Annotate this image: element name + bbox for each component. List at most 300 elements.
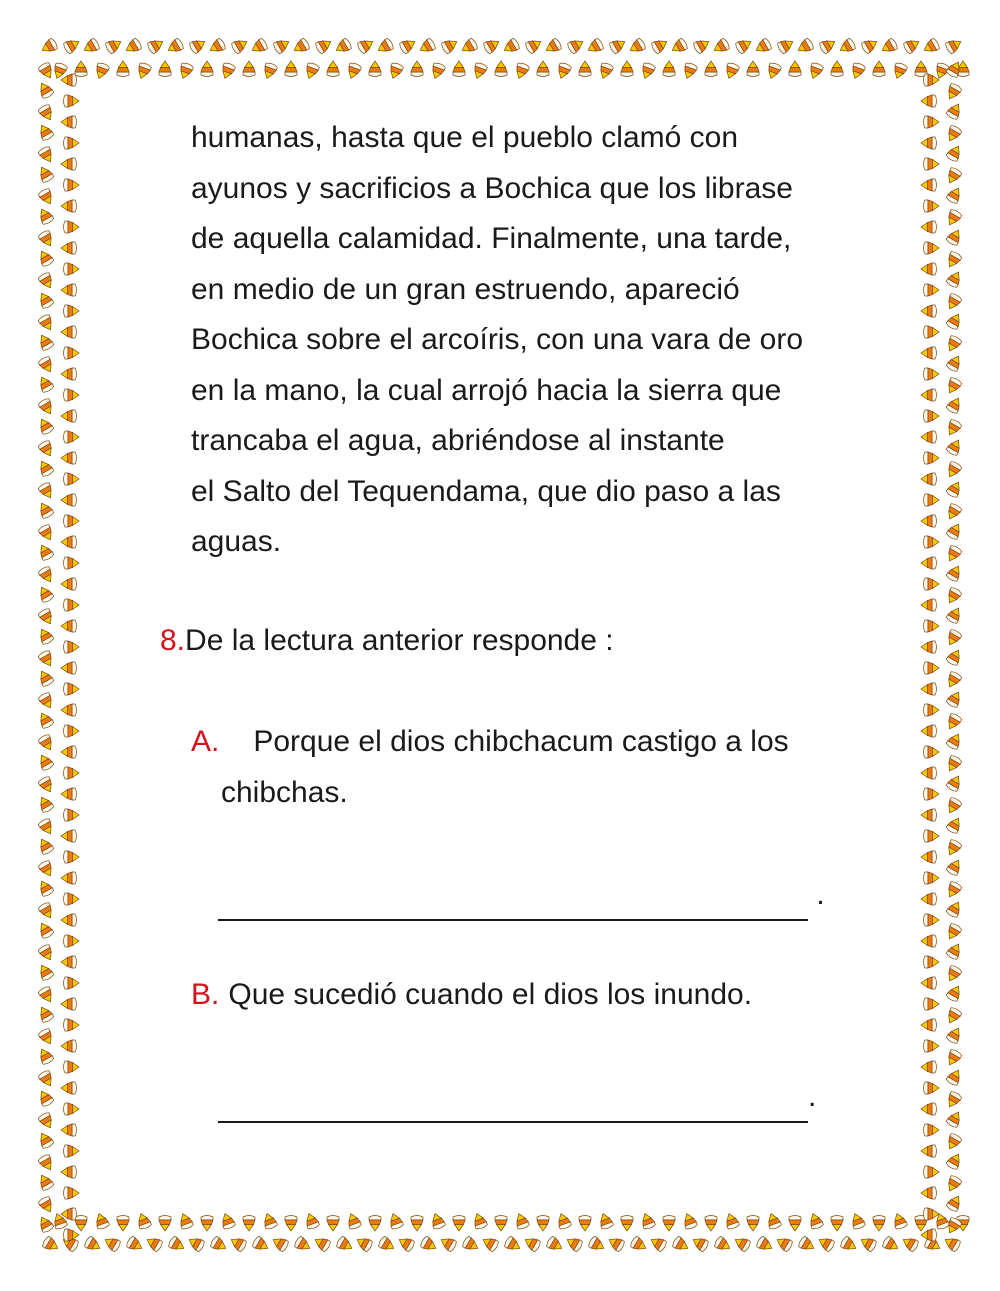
candy-corn-icon: [946, 605, 964, 624]
candy-corn-icon: [64, 431, 80, 443]
answer-a: [218, 870, 825, 921]
reading-line: humanas, hasta que el pueblo clamó con: [191, 121, 739, 154]
candy-corn-icon: [61, 578, 77, 590]
candy-corn-icon: [38, 397, 56, 416]
candy-corn-icon: [144, 1234, 163, 1252]
candy-corn-icon: [135, 62, 152, 81]
candy-corn-icon: [61, 494, 77, 506]
candy-corn-icon: [64, 1061, 80, 1073]
candy-corn-icon: [924, 872, 940, 884]
candy-corn-icon: [924, 1082, 940, 1094]
reading-line: trancaba el agua, abriéndose al instante: [191, 424, 725, 457]
candy-corn-icon: [64, 1145, 80, 1157]
candy-corn-icon: [36, 332, 54, 351]
candy-corn-icon: [36, 1046, 54, 1065]
candy-corn-icon: [36, 836, 54, 855]
candy-corn-icon: [711, 38, 730, 56]
candy-corn-icon: [64, 473, 80, 485]
candy-corn-icon: [38, 1069, 56, 1088]
candy-corn-icon: [663, 61, 675, 77]
candy-corn-icon: [891, 1211, 908, 1230]
candy-corn-icon: [597, 1211, 614, 1230]
candy-corn-icon: [946, 899, 964, 918]
candy-corn-icon: [946, 395, 964, 414]
candy-corn-icon: [61, 1124, 77, 1136]
candy-corn-icon: [480, 1234, 499, 1252]
candy-corn-icon: [924, 578, 940, 590]
candy-corn-icon: [734, 36, 753, 54]
candy-corn-icon: [36, 878, 54, 897]
answer-end-mark: .: [808, 878, 825, 911]
candy-corn-icon: [921, 305, 937, 317]
candy-corn-icon: [537, 1216, 549, 1232]
candy-corn-icon: [946, 1193, 964, 1212]
candy-corn-icon: [438, 1234, 457, 1252]
candy-corn-icon: [944, 628, 962, 647]
candy-corn-icon: [135, 1211, 152, 1230]
candy-corn-icon: [774, 1234, 793, 1252]
candy-corn-icon: [36, 542, 54, 561]
candy-corn-icon: [38, 145, 56, 164]
candy-corn-icon: [61, 410, 77, 422]
candy-corn-icon: [64, 725, 80, 737]
candy-corn-icon: [61, 326, 77, 338]
candy-corn-icon: [543, 38, 562, 56]
candy-corn-icon: [944, 1090, 962, 1109]
candy-corn-icon: [83, 1236, 102, 1254]
candy-corn-icon: [291, 38, 310, 56]
candy-corn-icon: [219, 62, 236, 81]
candy-corn-icon: [36, 80, 54, 99]
candy-corn-icon: [946, 983, 964, 1002]
candy-corn-icon: [36, 500, 54, 519]
candy-corn-icon: [627, 38, 646, 56]
candy-corn-icon: [36, 962, 54, 981]
candy-corn-icon: [944, 334, 962, 353]
question-a: [191, 717, 789, 818]
candy-corn-icon: [924, 1208, 940, 1220]
candy-corn-icon: [64, 977, 80, 989]
candy-corn-icon: [860, 36, 879, 54]
candy-corn-icon: [36, 626, 54, 645]
candy-corn-icon: [270, 1234, 289, 1252]
candy-corn-icon: [501, 38, 520, 56]
candy-corn-icon: [38, 1027, 56, 1046]
candy-corn-icon: [946, 227, 964, 246]
candy-corn-icon: [606, 1234, 625, 1252]
candy-corn-icon: [61, 200, 77, 212]
candy-corn-icon: [789, 61, 801, 77]
candy-corn-icon: [36, 416, 54, 435]
answer-b-input[interactable]: [218, 1081, 808, 1123]
candy-corn-icon: [64, 179, 80, 191]
candy-corn-icon: [117, 61, 129, 77]
candy-corn-icon: [38, 733, 56, 752]
candy-corn-icon: [621, 1216, 633, 1232]
candy-corn-icon: [753, 38, 772, 56]
candy-corn-icon: [713, 1236, 732, 1254]
candy-corn-icon: [314, 36, 333, 54]
candy-corn-icon: [921, 473, 937, 485]
candy-corn-icon: [38, 187, 56, 206]
candy-corn-icon: [921, 725, 937, 737]
candy-corn-icon: [61, 662, 77, 674]
candy-corn-icon: [921, 851, 937, 863]
candy-corn-icon: [201, 61, 213, 77]
candy-corn-icon: [921, 179, 937, 191]
candy-corn-icon: [64, 347, 80, 359]
candy-corn-icon: [38, 859, 56, 878]
candy-corn-icon: [261, 1211, 278, 1230]
candy-corn-icon: [61, 620, 77, 632]
candy-corn-icon: [125, 1236, 144, 1254]
candy-corn-icon: [537, 61, 549, 77]
candy-corn-icon: [387, 1211, 404, 1230]
candy-corn-icon: [75, 1216, 87, 1232]
candy-corn-icon: [924, 704, 940, 716]
candy-corn-icon: [587, 1236, 606, 1254]
candy-corn-icon: [36, 1004, 54, 1023]
candy-corn-icon: [747, 1216, 759, 1232]
candy-corn-icon: [471, 1211, 488, 1230]
candy-corn-icon: [924, 74, 940, 86]
candy-corn-icon: [513, 1211, 530, 1230]
candy-corn-icon: [61, 452, 77, 464]
candy-corn-icon: [924, 662, 940, 674]
candy-corn-icon: [38, 103, 56, 122]
candy-corn-icon: [765, 1211, 782, 1230]
candy-corn-icon: [36, 668, 54, 687]
candy-corn-icon: [64, 557, 80, 569]
candy-corn-icon: [924, 284, 940, 296]
candy-corn-icon: [765, 62, 782, 81]
candy-corn-icon: [944, 670, 962, 689]
candy-corn-icon: [944, 166, 962, 185]
candy-corn-icon: [858, 1234, 877, 1252]
answer-a-input[interactable]: [218, 879, 808, 921]
candy-corn-icon: [944, 964, 962, 983]
candy-corn-icon: [839, 1236, 858, 1254]
candy-corn-icon: [944, 208, 962, 227]
candy-corn-icon: [411, 1216, 423, 1232]
candy-corn-icon: [921, 431, 937, 443]
candy-corn-icon: [471, 62, 488, 81]
candy-corn-icon: [946, 1109, 964, 1128]
candy-corn-icon: [453, 1216, 465, 1232]
candy-corn-icon: [61, 872, 77, 884]
candy-corn-icon: [807, 62, 824, 81]
candy-corn-icon: [38, 817, 56, 836]
candy-corn-icon: [944, 1048, 962, 1067]
candy-corn-icon: [921, 221, 937, 233]
candy-corn-icon: [944, 880, 962, 899]
candy-corn-icon: [946, 353, 964, 372]
candy-corn-icon: [61, 1082, 77, 1094]
candy-corn-icon: [873, 61, 885, 77]
candy-corn-icon: [944, 712, 962, 731]
candy-corn-icon: [64, 389, 80, 401]
reading-line: en medio de un gran estruendo, apareció: [191, 272, 740, 306]
candy-corn-icon: [61, 998, 77, 1010]
candy-corn-icon: [61, 1040, 77, 1052]
candy-corn-icon: [944, 82, 962, 101]
candy-corn-icon: [64, 95, 80, 107]
candy-corn-icon: [38, 985, 56, 1004]
candy-corn-icon: [522, 1234, 541, 1252]
candy-corn-icon: [944, 502, 962, 521]
candy-corn-icon: [64, 641, 80, 653]
candy-corn-icon: [39, 38, 58, 56]
candy-corn-icon: [369, 1216, 381, 1232]
candy-corn-icon: [333, 38, 352, 56]
candy-corn-icon: [921, 1019, 937, 1031]
candy-corn-icon: [921, 641, 937, 653]
candy-corn-icon: [38, 649, 56, 668]
candy-corn-icon: [681, 62, 698, 81]
candy-corn-icon: [921, 1187, 937, 1199]
candy-corn-icon: [555, 62, 572, 81]
candy-corn-icon: [692, 36, 711, 54]
candy-corn-icon: [64, 1229, 80, 1241]
candy-corn-icon: [93, 1211, 110, 1230]
candy-corn-icon: [944, 1006, 962, 1025]
candy-corn-icon: [61, 914, 77, 926]
candy-corn-icon: [818, 36, 837, 54]
candy-corn-icon: [293, 1236, 312, 1254]
candy-corn-icon: [723, 1211, 740, 1230]
candy-corn-icon: [566, 36, 585, 54]
candy-corn-icon: [167, 1236, 186, 1254]
reading-line: el Salto del Tequendama, que dio paso a las: [191, 474, 781, 508]
candy-corn-icon: [396, 1234, 415, 1252]
candy-corn-icon: [944, 586, 962, 605]
candy-corn-icon: [36, 290, 54, 309]
candy-corn-icon: [946, 311, 964, 330]
candy-corn-icon: [891, 62, 908, 81]
candy-corn-icon: [921, 1229, 937, 1241]
candy-corn-icon: [946, 521, 964, 540]
candy-corn-icon: [924, 1166, 940, 1178]
candy-corn-icon: [419, 1236, 438, 1254]
candy-corn-icon: [921, 347, 937, 359]
candy-corn-icon: [849, 1211, 866, 1230]
candy-corn-icon: [461, 1236, 480, 1254]
candy-corn-icon: [64, 137, 80, 149]
candy-corn-icon: [944, 838, 962, 857]
candy-corn-icon: [924, 746, 940, 758]
candy-corn-icon: [881, 1236, 900, 1254]
candy-corn-icon: [398, 36, 417, 54]
candy-corn-icon: [285, 61, 297, 77]
candy-corn-icon: [38, 943, 56, 962]
candy-corn-icon: [38, 355, 56, 374]
candy-corn-icon: [921, 893, 937, 905]
candy-corn-icon: [243, 1216, 255, 1232]
candy-corn-icon: [62, 36, 81, 54]
question-number: 8.: [160, 624, 186, 657]
candy-corn-icon: [61, 74, 77, 86]
candy-corn-icon: [608, 36, 627, 54]
candy-corn-icon: [38, 565, 56, 584]
candy-corn-icon: [797, 1236, 816, 1254]
candy-corn-icon: [579, 1216, 591, 1232]
candy-corn-icon: [921, 95, 937, 107]
candy-corn-icon: [38, 481, 56, 500]
candy-corn-icon: [228, 1234, 247, 1252]
candy-corn-icon: [188, 36, 207, 54]
candy-corn-icon: [38, 775, 56, 794]
candy-corn-icon: [177, 62, 194, 81]
candy-corn-icon: [312, 1234, 331, 1252]
candy-corn-icon: [944, 36, 963, 54]
candy-corn-icon: [924, 1124, 940, 1136]
candy-corn-icon: [921, 935, 937, 947]
candy-corn-icon: [879, 38, 898, 56]
reading-line: ayunos y sacrificios a Bochica que los librase: [191, 171, 793, 205]
candy-corn-icon: [272, 36, 291, 54]
question-letter: A.: [191, 725, 220, 758]
candy-corn-icon: [944, 460, 962, 479]
candy-corn-icon: [946, 437, 964, 456]
candy-corn-icon: [38, 313, 56, 332]
candy-corn-icon: [924, 242, 940, 254]
candy-corn-icon: [64, 1187, 80, 1199]
candy-corn-icon: [453, 61, 465, 77]
candy-corn-icon: [924, 914, 940, 926]
candy-corn-icon: [356, 36, 375, 54]
candy-corn-icon: [921, 263, 937, 275]
candy-corn-icon: [327, 61, 339, 77]
candy-corn-icon: [921, 1061, 937, 1073]
candy-corn-icon: [251, 1236, 270, 1254]
candy-corn-icon: [64, 305, 80, 317]
candy-corn-icon: [61, 284, 77, 296]
candy-corn-icon: [61, 158, 77, 170]
candy-corn-icon: [669, 38, 688, 56]
candy-corn-icon: [64, 767, 80, 779]
candy-corn-icon: [944, 922, 962, 941]
candy-corn-icon: [117, 1216, 129, 1232]
candy-corn-icon: [249, 38, 268, 56]
candy-corn-icon: [924, 452, 940, 464]
candy-corn-icon: [921, 1103, 937, 1115]
candy-corn-icon: [663, 1216, 675, 1232]
candy-corn-icon: [429, 1211, 446, 1230]
candy-corn-icon: [924, 956, 940, 968]
question-text: Porque el dios chibchacum castigo a los: [253, 725, 789, 758]
candy-corn-icon: [921, 599, 937, 611]
candy-corn-icon: [482, 36, 501, 54]
candy-corn-icon: [38, 901, 56, 920]
candy-corn-icon: [789, 1216, 801, 1232]
candy-corn-icon: [38, 1111, 56, 1130]
candy-corn-icon: [946, 647, 964, 666]
candy-corn-icon: [38, 229, 56, 248]
candy-corn-icon: [61, 368, 77, 380]
candy-corn-icon: [944, 250, 962, 269]
candy-corn-icon: [64, 1103, 80, 1115]
candy-corn-icon: [61, 1166, 77, 1178]
candy-corn-icon: [75, 61, 87, 77]
candy-corn-icon: [944, 418, 962, 437]
candy-corn-icon: [104, 36, 123, 54]
candy-corn-icon: [944, 796, 962, 815]
candy-corn-icon: [944, 544, 962, 563]
candy-corn-icon: [639, 1211, 656, 1230]
candy-corn-icon: [648, 1234, 667, 1252]
candy-corn-icon: [921, 38, 940, 56]
candy-corn-icon: [503, 1236, 522, 1254]
reading-line: Bochica sobre el arcoíris, con una vara de oro: [191, 323, 803, 356]
candy-corn-icon: [946, 941, 964, 960]
candy-corn-icon: [723, 62, 740, 81]
candy-corn-icon: [429, 62, 446, 81]
candy-corn-icon: [924, 368, 940, 380]
candy-corn-icon: [61, 788, 77, 800]
candy-corn-icon: [64, 599, 80, 611]
candy-corn-icon: [671, 1236, 690, 1254]
candy-corn-icon: [36, 1130, 54, 1149]
candy-corn-icon: [776, 36, 795, 54]
candy-corn-icon: [165, 38, 184, 56]
candy-corn-icon: [924, 620, 940, 632]
candy-corn-icon: [64, 809, 80, 821]
candy-corn-icon: [36, 122, 54, 141]
candy-corn-icon: [946, 143, 964, 162]
candy-corn-icon: [681, 1211, 698, 1230]
candy-corn-icon: [36, 1172, 54, 1191]
candy-corn-icon: [831, 61, 843, 77]
candy-corn-icon: [285, 1216, 297, 1232]
candy-corn-icon: [944, 1132, 962, 1151]
candy-corn-icon: [201, 1216, 213, 1232]
candy-corn-icon: [564, 1234, 583, 1252]
candy-corn-icon: [946, 479, 964, 498]
candy-corn-icon: [36, 164, 54, 183]
candy-corn-icon: [555, 1211, 572, 1230]
candy-corn-icon: [335, 1236, 354, 1254]
candy-corn-icon: [61, 536, 77, 548]
candy-corn-icon: [621, 61, 633, 77]
candy-corn-icon: [705, 61, 717, 77]
candy-corn-icon: [795, 38, 814, 56]
candy-corn-icon: [944, 124, 962, 143]
candy-corn-icon: [924, 158, 940, 170]
candy-corn-icon: [38, 691, 56, 710]
candy-corn-icon: [411, 61, 423, 77]
candy-corn-icon: [924, 998, 940, 1010]
candy-corn-icon: [924, 116, 940, 128]
candy-corn-icon: [924, 788, 940, 800]
candy-corn-icon: [690, 1234, 709, 1252]
candy-corn-icon: [946, 773, 964, 792]
candy-corn-icon: [921, 1145, 937, 1157]
candy-corn-icon: [61, 704, 77, 716]
candy-corn-icon: [38, 271, 56, 290]
candy-corn-icon: [209, 1236, 228, 1254]
reading-line: de aquella calamidad. Finalmente, una tarde,: [191, 222, 792, 255]
candy-corn-icon: [747, 61, 759, 77]
reading-line: en la mano, la cual arrojó hacia la sierra que: [191, 373, 782, 407]
candy-corn-icon: [36, 248, 54, 267]
candy-corn-icon: [36, 752, 54, 771]
candy-corn-icon: [377, 1236, 396, 1254]
reading-line: aguas.: [191, 525, 282, 558]
candy-corn-icon: [924, 410, 940, 422]
candy-corn-icon: [64, 683, 80, 695]
candy-corn-icon: [146, 36, 165, 54]
answer-b: [218, 1072, 816, 1123]
